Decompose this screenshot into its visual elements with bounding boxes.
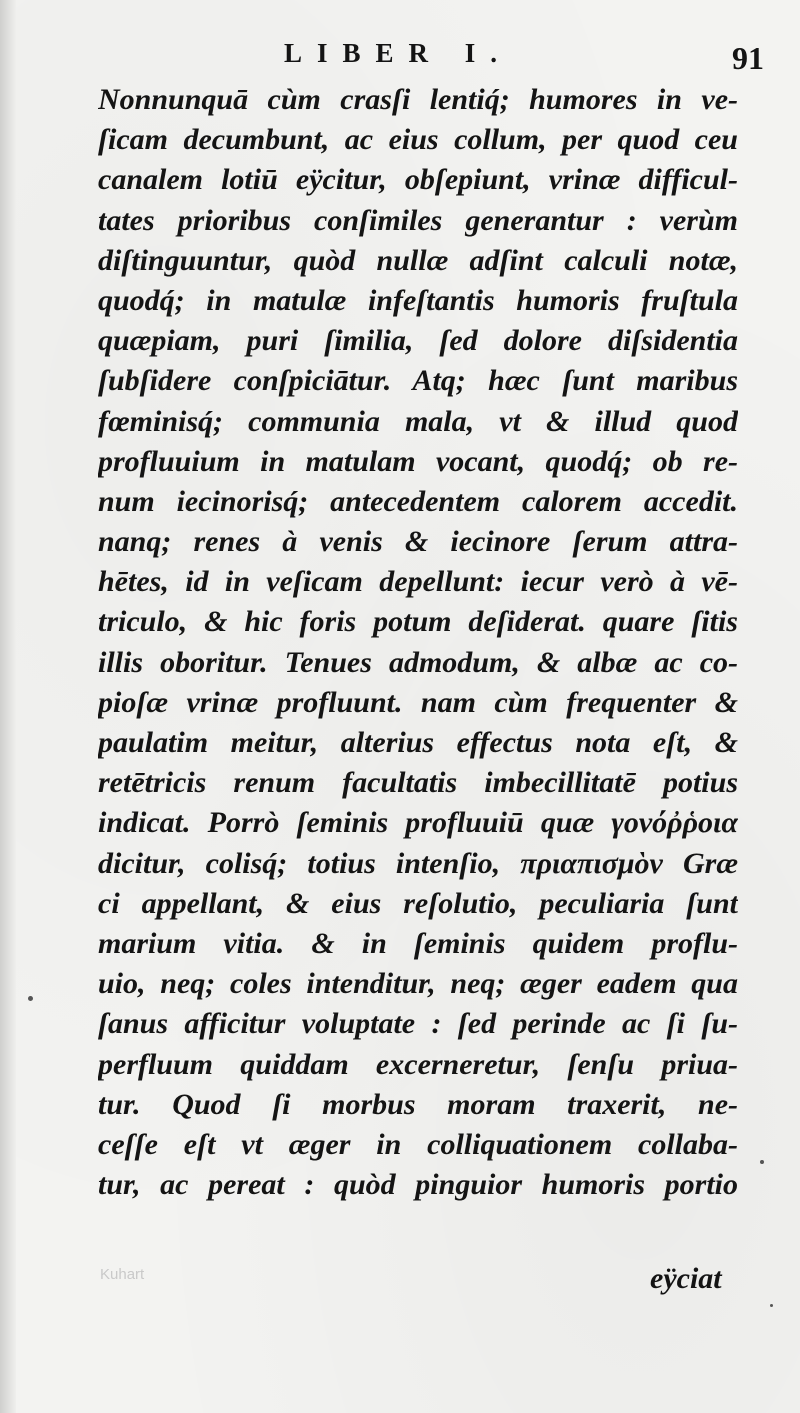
page-number: 91 xyxy=(732,40,764,76)
text-line: ci appellant, & eius reſolutio, peculiaria ſunt xyxy=(98,886,738,920)
text-line: perfluum quiddam excerneretur, ſenſu priua- xyxy=(98,1047,738,1081)
text-line: quodq́; in matulæ infeſtantis humoris fruſtula xyxy=(98,283,738,317)
ink-speck xyxy=(770,1304,773,1307)
text-line: ſanus afficitur voluptate : ſed perinde ac ſi ſu- xyxy=(98,1007,738,1041)
text-line: ſicam decumbunt, ac eius collum, per quod ceu xyxy=(98,123,738,157)
text-line: tur. Quod ſi morbus moram traxerit, ne- xyxy=(98,1087,738,1121)
faint-stamp: Kuhart xyxy=(100,1266,145,1283)
running-title: LIBER I. xyxy=(284,38,513,68)
text-line: illis oboritur. Tenues admodum, & albæ ac co- xyxy=(98,645,738,679)
ink-speck xyxy=(760,1160,764,1164)
text-line: Nonnunquā cùm crasſi lentiq́; humores in ve- xyxy=(98,83,738,116)
text-line: dicitur, colisq́; totius intenſio, πριαπισμὸν Græ xyxy=(98,846,738,880)
text-line: ſubſidere conſpiciātur. Atq; hæc ſunt maribus xyxy=(98,364,738,398)
body-text xyxy=(98,80,738,1205)
text-line: hētes, id in veſicam depellunt: iecur verò à vē- xyxy=(98,565,738,599)
text-line: indicat. Porrò ſeminis profluuiū quæ γονόῤῥοια xyxy=(98,806,738,840)
text-line: quæpiam, puri ſimilia, ſed dolore diſsidentia xyxy=(98,324,738,358)
text-line: marium vitia. & in ſeminis quidem proflu- xyxy=(98,926,738,960)
text-line: profluuium in matulam vocant, quodq́; ob re- xyxy=(98,444,738,478)
text-line: retētricis renum facultatis imbecillitatē potius xyxy=(98,766,738,800)
text-line: uio, neq; coles intenditur, neq; æger eadem qua xyxy=(98,967,738,1001)
text-line: triculo, & hic foris potum deſiderat. quare ſitis xyxy=(98,605,738,639)
text-line: tates prioribus conſimiles generantur : verùm xyxy=(98,203,738,237)
text-line: num iecinorisq́; antecedentem calorem accedit. xyxy=(98,484,738,518)
text-line: paulatim meitur, alterius effectus nota eſt, & xyxy=(98,726,738,759)
text-line: diſtinguuntur, quòd nullæ adſint calculi notæ, xyxy=(98,243,738,277)
text-line: fœminisq́; communia mala, vt & illud quod xyxy=(98,404,738,438)
text-line: tur, ac pereat : quòd pinguior humoris portio xyxy=(98,1168,738,1202)
catchword: eÿciat xyxy=(650,1262,722,1295)
text-line: nanq; renes à venis & iecinore ſerum attra- xyxy=(98,525,738,559)
text-line: pioſæ vrinæ profluunt. nam cùm frequenter & xyxy=(98,685,738,719)
ink-speck xyxy=(28,996,33,1001)
text-line: ceſſe eſt vt æger in colliquationem collaba- xyxy=(98,1127,738,1161)
text-line: canalem lotiū eÿcitur, obſepiunt, vrinæ difficul- xyxy=(98,163,738,197)
binding-shadow xyxy=(0,0,16,1413)
